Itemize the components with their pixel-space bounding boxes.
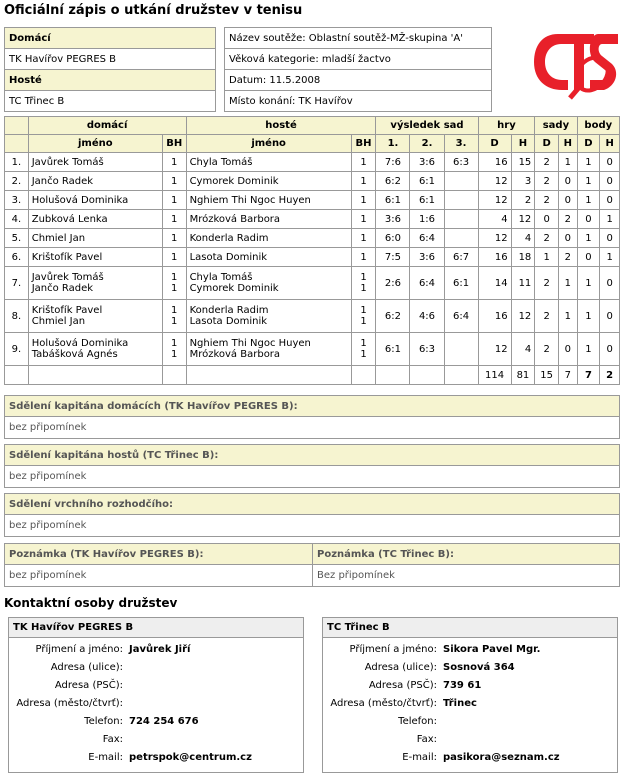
match-number: 8. xyxy=(5,300,29,333)
guest-bh-cell xyxy=(351,210,376,229)
guest-bh: 1 xyxy=(360,251,367,263)
set2-score: 4:6 xyxy=(410,300,444,333)
home-bh: 1 xyxy=(171,156,178,168)
guest-bh-cell xyxy=(351,172,376,191)
match-number: 6. xyxy=(5,248,29,267)
contact-label: Adresa (PSČ): xyxy=(368,680,437,691)
guest-player-name: Konderla Radim xyxy=(189,232,269,244)
table-row xyxy=(5,153,620,172)
points-h: 0 xyxy=(600,229,620,248)
sets-h: 2 xyxy=(559,210,578,229)
guest-bh: 1 xyxy=(360,316,367,327)
games-h: 2 xyxy=(511,191,535,210)
set2-score: 6:4 xyxy=(410,267,444,300)
home-player-cell xyxy=(28,229,162,248)
match-venue: Místo konání: TK Havířov xyxy=(225,91,492,112)
contact-label: Adresa (město/čtvrť): xyxy=(16,698,123,709)
games-h: 3 xyxy=(511,172,535,191)
referee-title: Sdělení vrchního rozhodčího: xyxy=(5,494,619,515)
points-d: 1 xyxy=(577,153,600,172)
contact-label: Fax: xyxy=(416,734,437,745)
contact-guest-team: TC Třinec B xyxy=(323,618,617,638)
guest-captain-note xyxy=(4,444,620,488)
corner-cell xyxy=(5,117,29,135)
home-bh: 1 xyxy=(171,349,178,360)
guest-player-name: Cymorek Dominik xyxy=(189,175,279,187)
guest-player-cell xyxy=(186,153,351,172)
contact-home-box xyxy=(8,617,304,773)
competition-name: Název soutěže: Oblastní soutěž-MŽ-skupina 'A' xyxy=(225,28,492,49)
table-row xyxy=(5,229,620,248)
home-bh-cell xyxy=(162,333,186,366)
home-bh: 1 xyxy=(171,232,178,244)
table-row xyxy=(5,248,620,267)
sets-h: 0 xyxy=(559,333,578,366)
games-d: 14 xyxy=(478,267,511,300)
sets-h: 0 xyxy=(559,191,578,210)
guest-bh: 1 xyxy=(360,232,367,244)
set1-score: 6:2 xyxy=(376,300,410,333)
guest-player-cell xyxy=(186,229,351,248)
home-player-name: Jančo Radek xyxy=(31,175,94,187)
home-player-cell xyxy=(28,248,162,267)
referee-text: bez připomínek xyxy=(9,520,87,531)
guest-remark xyxy=(312,543,620,587)
home-captain-note xyxy=(4,395,620,439)
points-d: 1 xyxy=(577,191,600,210)
guest-player-cell xyxy=(186,210,351,229)
home-player-cell xyxy=(28,191,162,210)
contact-label: Adresa (město/čtvrť): xyxy=(330,698,437,709)
games-d: 16 xyxy=(478,248,511,267)
guest-captain-text: bez připomínek xyxy=(9,471,87,482)
sets-d: 0 xyxy=(535,210,559,229)
set2-score: 6:4 xyxy=(410,229,444,248)
home-bh-header: BH xyxy=(162,135,186,153)
home-player-cell xyxy=(28,300,162,333)
games-h-header: H xyxy=(511,135,535,153)
total-points-d: 7 xyxy=(577,366,600,385)
contact-home-team: TK Havířov PEGRES B xyxy=(9,618,303,638)
games-d: 12 xyxy=(478,191,511,210)
home-player-cell xyxy=(28,153,162,172)
guest-player-name: Nghiem Thi Ngoc Huyen xyxy=(189,338,311,349)
sets-d-header: D xyxy=(535,135,559,153)
match-info-table xyxy=(224,27,492,112)
points-h: 0 xyxy=(600,153,620,172)
home-player-name: Krištofík Pavel xyxy=(31,251,103,263)
sets-h: 1 xyxy=(559,267,578,300)
guest-bh-cell xyxy=(351,153,376,172)
guest-captain-title: Sdělení kapitána hostů (TC Třinec B): xyxy=(5,445,619,466)
home-player-cell xyxy=(28,267,162,300)
contacts-title: Kontaktní osoby družstev xyxy=(4,596,178,610)
guest-player-name: Lasota Dominik xyxy=(189,316,268,327)
sets-header: sady xyxy=(535,117,577,135)
set2-header: 2. xyxy=(410,135,444,153)
set2-score: 3:6 xyxy=(410,153,444,172)
home-player-cell xyxy=(28,172,162,191)
teams-table xyxy=(4,27,216,112)
guest-player-cell xyxy=(186,267,351,300)
contact-guest-zip: 739 61 xyxy=(443,680,482,691)
total-points-h: 2 xyxy=(600,366,620,385)
home-bh: 1 xyxy=(171,316,178,327)
set2-score: 6:3 xyxy=(410,333,444,366)
guest-player-name: Nghiem Thi Ngoc Huyen xyxy=(189,194,311,206)
referee-note xyxy=(4,493,620,537)
home-captain-text: bez připomínek xyxy=(9,422,87,433)
age-category: Věková kategorie: mladší žactvo xyxy=(225,49,492,70)
set3-score xyxy=(444,210,478,229)
games-header: hry xyxy=(478,117,535,135)
games-d: 12 xyxy=(478,229,511,248)
home-captain-title: Sdělení kapitána domácích (TK Havířov PEGRES B): xyxy=(5,396,619,417)
guest-bh-cell xyxy=(351,300,376,333)
home-player-name: Zubková Lenka xyxy=(31,213,108,225)
contact-label: Telefon: xyxy=(398,716,437,727)
home-player-name: Holušová Dominika xyxy=(31,194,129,206)
table-row xyxy=(5,300,620,333)
guest-player-cell xyxy=(186,248,351,267)
match-number: 7. xyxy=(5,267,29,300)
sets-h: 2 xyxy=(559,248,578,267)
contact-label: E-mail: xyxy=(88,752,123,763)
guest-player-cell xyxy=(186,191,351,210)
home-name-header: jméno xyxy=(28,135,162,153)
guest-player-name: Lasota Dominik xyxy=(189,251,268,263)
table-row xyxy=(5,210,620,229)
match-rows xyxy=(5,153,620,366)
total-games-d: 114 xyxy=(478,366,511,385)
match-number: 5. xyxy=(5,229,29,248)
match-number: 1. xyxy=(5,153,29,172)
guest-remark-title: Poznámka (TC Třinec B): xyxy=(313,544,619,565)
set3-score xyxy=(444,172,478,191)
points-h: 1 xyxy=(600,248,620,267)
sets-h: 0 xyxy=(559,229,578,248)
sets-h: 1 xyxy=(559,300,578,333)
guest-bh-cell xyxy=(351,267,376,300)
points-h: 0 xyxy=(600,267,620,300)
games-h: 15 xyxy=(511,153,535,172)
set3-score: 6:3 xyxy=(444,153,478,172)
guest-player-name: Chyla Tomáš xyxy=(189,156,253,168)
points-d: 1 xyxy=(577,333,600,366)
set3-score xyxy=(444,333,478,366)
table-row xyxy=(5,267,620,300)
contact-home-name: Javůrek Jiří xyxy=(129,644,191,655)
guest-bh-cell xyxy=(351,333,376,366)
points-h: 0 xyxy=(600,300,620,333)
home-bh-cell xyxy=(162,172,186,191)
home-remark xyxy=(4,543,313,587)
points-d-header: D xyxy=(577,135,600,153)
guest-bh-cell xyxy=(351,248,376,267)
guest-player-cell xyxy=(186,333,351,366)
guest-player-name: Mrózková Barbora xyxy=(189,213,281,225)
home-player-name: Chmiel Jan xyxy=(31,232,86,244)
guest-bh-cell xyxy=(351,191,376,210)
home-bh-cell xyxy=(162,229,186,248)
home-team: TK Havířov PEGRES B xyxy=(5,49,216,70)
home-player-name: Javůrek Tomáš xyxy=(31,156,104,168)
match-number: 3. xyxy=(5,191,29,210)
home-bh: 1 xyxy=(171,251,178,263)
games-h: 12 xyxy=(511,300,535,333)
games-h: 11 xyxy=(511,267,535,300)
set2-score: 3:6 xyxy=(410,248,444,267)
sets-h: 1 xyxy=(559,153,578,172)
guest-bh: 1 xyxy=(360,338,367,349)
total-games-h: 81 xyxy=(511,366,535,385)
home-player-name: Jančo Radek xyxy=(31,283,94,294)
games-d: 12 xyxy=(478,333,511,366)
points-d: 1 xyxy=(577,229,600,248)
table-row xyxy=(5,333,620,366)
contact-guest-city: Třinec xyxy=(443,698,477,709)
set1-score: 7:5 xyxy=(376,248,410,267)
corner-cell xyxy=(5,135,29,153)
guest-player-name: Mrózková Barbora xyxy=(189,349,281,360)
home-bh-cell xyxy=(162,267,186,300)
games-d-header: D xyxy=(478,135,511,153)
contact-label: Fax: xyxy=(102,734,123,745)
set1-score: 2:6 xyxy=(376,267,410,300)
guest-player-name: Cymorek Dominik xyxy=(189,283,279,294)
contact-home-email[interactable]: petrspok@centrum.cz xyxy=(129,752,252,763)
contact-label: Adresa (ulice): xyxy=(50,662,123,673)
home-bh: 1 xyxy=(171,213,178,225)
club-logo-icon xyxy=(528,26,624,102)
contact-guest-email[interactable]: pasikora@seznam.cz xyxy=(443,752,560,763)
match-number: 4. xyxy=(5,210,29,229)
home-player-name: Tabášková Agnés xyxy=(31,349,118,360)
guest-team: TC Třinec B xyxy=(5,91,216,112)
home-bh: 1 xyxy=(171,338,178,349)
set1-score: 6:0 xyxy=(376,229,410,248)
guest-bh-cell xyxy=(351,229,376,248)
points-h: 0 xyxy=(600,333,620,366)
sets-d: 1 xyxy=(535,248,559,267)
contact-guest-street: Sosnová 364 xyxy=(443,662,515,673)
contact-label: Telefon: xyxy=(84,716,123,727)
home-player-cell xyxy=(28,210,162,229)
sets-d: 2 xyxy=(535,267,559,300)
results-table xyxy=(4,116,620,385)
match-number: 9. xyxy=(5,333,29,366)
home-player-name: Javůrek Tomáš xyxy=(31,272,104,283)
guest-player-cell xyxy=(186,172,351,191)
set2-score: 1:6 xyxy=(410,210,444,229)
guest-player-cell xyxy=(186,300,351,333)
games-d: 16 xyxy=(478,300,511,333)
games-d: 12 xyxy=(478,172,511,191)
games-h: 4 xyxy=(511,229,535,248)
guest-bh: 1 xyxy=(360,305,367,316)
set3-score xyxy=(444,229,478,248)
guest-player-name: Chyla Tomáš xyxy=(189,272,253,283)
contact-label: Adresa (PSČ): xyxy=(54,680,123,691)
contact-guest-box xyxy=(322,617,618,773)
set1-score: 6:2 xyxy=(376,172,410,191)
page-title: Oficiální zápis o utkání družstev v tenisu xyxy=(4,3,303,18)
contact-label: Adresa (ulice): xyxy=(364,662,437,673)
contact-guest-name: Sikora Pavel Mgr. xyxy=(443,644,541,655)
points-h: 0 xyxy=(600,191,620,210)
totals-row xyxy=(5,366,620,385)
points-d: 0 xyxy=(577,248,600,267)
set3-score xyxy=(444,191,478,210)
sets-d: 2 xyxy=(535,333,559,366)
set1-score: 6:1 xyxy=(376,333,410,366)
contact-label: Příjmení a jméno: xyxy=(35,644,123,655)
result-header: výsledek sad xyxy=(376,117,478,135)
games-d: 4 xyxy=(478,210,511,229)
total-sets-h: 7 xyxy=(559,366,578,385)
games-h: 4 xyxy=(511,333,535,366)
home-player-name: Holušová Dominika xyxy=(31,338,129,349)
home-bh: 1 xyxy=(171,194,178,206)
guest-name-header: jméno xyxy=(186,135,351,153)
home-player-name: Krištofík Pavel xyxy=(31,305,103,316)
games-h: 12 xyxy=(511,210,535,229)
guest-bh: 1 xyxy=(360,349,367,360)
set1-score: 7:6 xyxy=(376,153,410,172)
points-header: body xyxy=(577,117,619,135)
sets-d: 2 xyxy=(535,172,559,191)
guest-header: hosté xyxy=(186,117,376,135)
games-d: 16 xyxy=(478,153,511,172)
contact-label: Příjmení a jméno: xyxy=(349,644,437,655)
table-row xyxy=(5,191,620,210)
set3-score: 6:1 xyxy=(444,267,478,300)
total-sets-d: 15 xyxy=(535,366,559,385)
set3-score: 6:7 xyxy=(444,248,478,267)
home-bh: 1 xyxy=(171,175,178,187)
guest-bh: 1 xyxy=(360,175,367,187)
set3-score: 6:4 xyxy=(444,300,478,333)
set1-header: 1. xyxy=(376,135,410,153)
guest-label: Hosté xyxy=(5,70,216,91)
home-bh-cell xyxy=(162,191,186,210)
points-d: 0 xyxy=(577,210,600,229)
points-d: 1 xyxy=(577,267,600,300)
set3-header: 3. xyxy=(444,135,478,153)
set1-score: 3:6 xyxy=(376,210,410,229)
guest-bh: 1 xyxy=(360,283,367,294)
points-h: 0 xyxy=(600,172,620,191)
set1-score: 6:1 xyxy=(376,191,410,210)
points-h-header: H xyxy=(600,135,620,153)
sets-h: 0 xyxy=(559,172,578,191)
guest-bh-header: BH xyxy=(351,135,376,153)
contact-home-phone: 724 254 676 xyxy=(129,716,199,727)
sets-d: 2 xyxy=(535,300,559,333)
home-bh: 1 xyxy=(171,305,178,316)
home-label: Domácí xyxy=(5,28,216,49)
contact-label: E-mail: xyxy=(402,752,437,763)
home-bh-cell xyxy=(162,210,186,229)
home-player-cell xyxy=(28,333,162,366)
home-header: domácí xyxy=(28,117,186,135)
guest-bh: 1 xyxy=(360,194,367,206)
guest-bh: 1 xyxy=(360,156,367,168)
sets-h-header: H xyxy=(559,135,578,153)
set2-score: 6:1 xyxy=(410,172,444,191)
home-bh-cell xyxy=(162,300,186,333)
guest-player-name: Konderla Radim xyxy=(189,305,269,316)
sets-d: 2 xyxy=(535,229,559,248)
sets-d: 2 xyxy=(535,191,559,210)
home-player-name: Chmiel Jan xyxy=(31,316,86,327)
points-h: 1 xyxy=(600,210,620,229)
home-bh-cell xyxy=(162,153,186,172)
guest-remark-text: Bez připomínek xyxy=(317,570,395,581)
home-bh: 1 xyxy=(171,272,178,283)
match-number: 2. xyxy=(5,172,29,191)
set2-score: 6:1 xyxy=(410,191,444,210)
points-d: 1 xyxy=(577,300,600,333)
guest-bh: 1 xyxy=(360,272,367,283)
match-date: Datum: 11.5.2008 xyxy=(225,70,492,91)
sets-d: 2 xyxy=(535,153,559,172)
games-h: 18 xyxy=(511,248,535,267)
home-remark-text: bez připomínek xyxy=(9,570,87,581)
home-bh: 1 xyxy=(171,283,178,294)
guest-bh: 1 xyxy=(360,213,367,225)
home-bh-cell xyxy=(162,248,186,267)
table-row xyxy=(5,172,620,191)
points-d: 1 xyxy=(577,172,600,191)
home-remark-title: Poznámka (TK Havířov PEGRES B): xyxy=(5,544,312,565)
